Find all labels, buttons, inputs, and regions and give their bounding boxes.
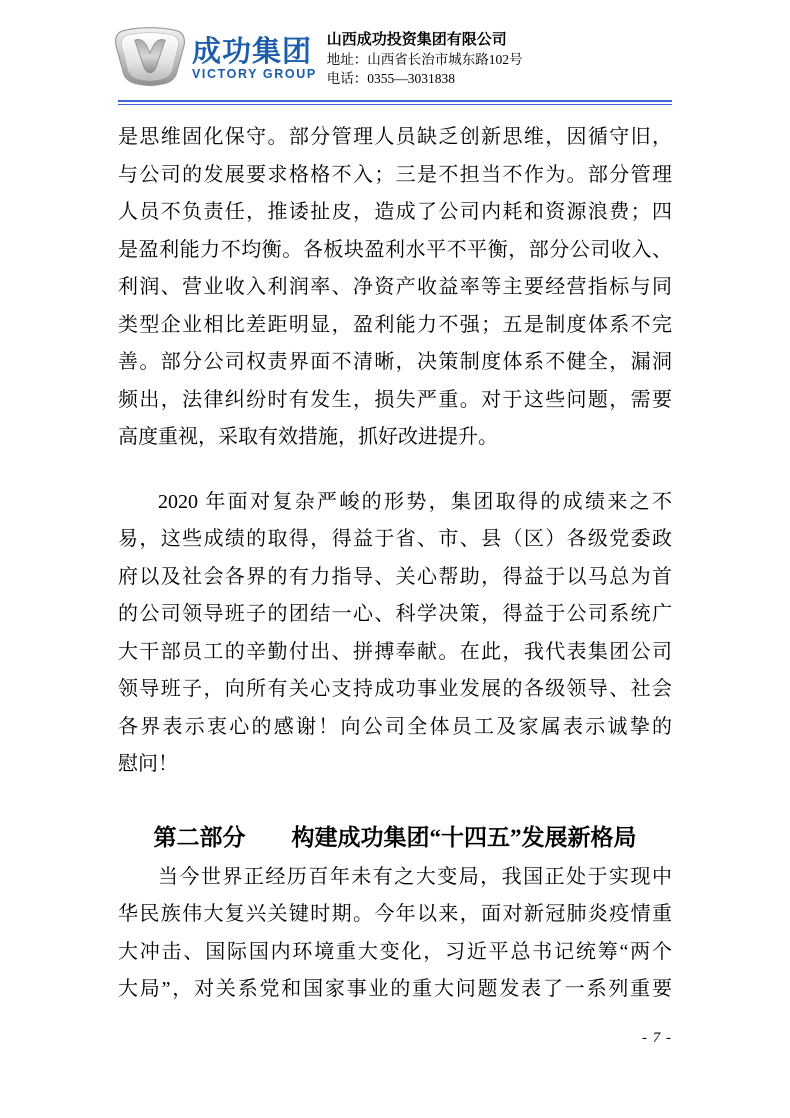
body-line: 2020 年面对复杂严峻的形势，集团取得的成绩来之不 xyxy=(158,490,672,513)
body-line: 大局”，对关系党和国家事业的重大问题发表了一系列重要 xyxy=(118,978,672,1000)
body-line: 大干部员工的辛勤付出、拼搏奉献。在此，我代表集团公司 xyxy=(118,640,672,663)
body-line: 府以及社会各界的有力指导、关心帮助，得益于以马总为首 xyxy=(118,565,672,588)
victory-group-logo-icon xyxy=(112,25,188,94)
header-divider xyxy=(118,100,672,105)
paragraph xyxy=(118,484,672,784)
body-line: 是思维固化保守。部分管理人员缺乏创新思维，因循守旧， xyxy=(118,126,672,148)
body-line: 领导班子，向所有关心支持成功事业发展的各级领导、社会 xyxy=(118,678,672,700)
body-line: 慰问！ xyxy=(118,753,178,775)
page-number: - 7 - xyxy=(642,1030,672,1046)
body-line: 频出，法律纠纷时有发生，损失严重。对于这些问题，需要 xyxy=(118,388,672,411)
body-line: 易，这些成绩的取得，得益于省、市、县（区）各级党委政 xyxy=(118,528,672,550)
body-line: 当今世界正经历百年未有之大变局，我国正处于实现中 xyxy=(158,865,672,888)
body-line: 善。部分公司权责界面不清晰，决策制度体系不健全，漏洞 xyxy=(118,351,672,373)
header-divider-thin-line xyxy=(118,104,672,105)
section-heading: 第二部分 构建成功集团“十四五”发展新格局 xyxy=(153,824,637,850)
body-line: 人员不负责任，推诿扯皮，造成了公司内耗和资源浪费；四 xyxy=(118,201,672,223)
paragraph xyxy=(118,859,672,1009)
paragraph xyxy=(118,119,672,457)
company-info xyxy=(327,30,523,88)
body-line: 利润、营业收入利润率、净资产收益率等主要经营指标与同 xyxy=(118,276,672,298)
document-body xyxy=(118,119,672,1009)
body-line: 高度重视，采取有效措施，抓好改进提升。 xyxy=(118,426,498,448)
company-phone: 电话：0355—3031838 xyxy=(326,71,456,86)
body-line: 各界表示衷心的感谢！向公司全体员工及家属表示诚挚的 xyxy=(118,715,672,738)
body-line: 是盈利能力不均衡。各板块盈利水平不平衡，部分公司收入、 xyxy=(118,238,672,261)
company-name: 山西成功投资集团有限公司 xyxy=(326,32,507,48)
brand-name xyxy=(192,37,317,81)
body-line: 华民族伟大复兴关键时期。今年以来，面对新冠肺炎疫情重 xyxy=(118,903,672,925)
body-line: 大冲击、国际国内环境重大变化，习近平总书记统筹“两个 xyxy=(118,940,672,963)
letterhead xyxy=(112,26,672,92)
brand-name-english: VICTORY GROUP xyxy=(192,67,317,81)
header-divider-thick-line xyxy=(118,100,672,102)
body-line: 类型企业相比差距明显，盈利能力不强；五是制度体系不完 xyxy=(118,313,672,336)
body-line: 的公司领导班子的团结一心、科学决策，得益于公司系统广 xyxy=(118,603,672,625)
company-address: 地址：山西省长治市城东路102号 xyxy=(326,52,523,67)
brand-name-chinese: 成功集团 xyxy=(192,36,313,68)
body-line: 与公司的发展要求格格不入；三是不担当不作为。部分管理 xyxy=(118,163,672,186)
